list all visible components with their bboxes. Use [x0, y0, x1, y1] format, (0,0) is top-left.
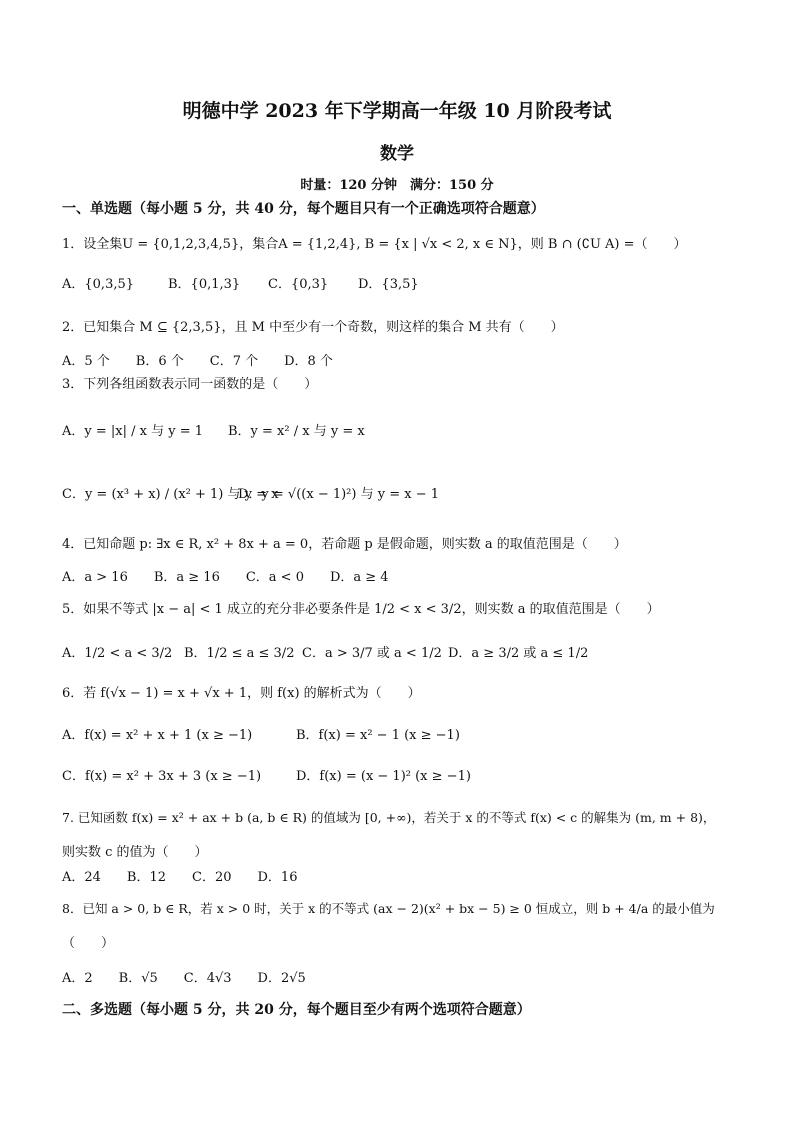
question-5-option-b: B．1/2 ≤ a ≤ 3/2 — [184, 646, 295, 661]
question-4-stem: 4．已知命题 p: ∃x ∈ R, x² + 8x + a = 0，若命题 p 是假命题，则实数 a 的取值范围是（ ） — [62, 537, 627, 552]
subject-title: 数学 — [380, 144, 414, 164]
question-8-stem-line-2: （ ） — [62, 936, 115, 951]
question-6-stem: 6．若 f(√x − 1) = x + √x + 1，则 f(x) 的解析式为（ ） — [62, 686, 421, 701]
exam-title: 明德中学 2023 年下学期高一年级 10 月阶段考试 — [182, 100, 612, 122]
question-8-stem-line-1: 8．已知 a > 0, b ∈ R，若 x > 0 时，关于 x 的不等式 (ax − 2)(x² + bx − 5) ≥ 0 恒成立，则 b + 4/a 的最小值为 — [62, 901, 715, 916]
question-2-options: A．5 个 B．6 个 C．7 个 D．8 个 — [62, 354, 333, 369]
question-5-stem: 5．如果不等式 |x − a| < 1 成立的充分非必要条件是 1/2 < x < 3/2，则实数 a 的取值范围是（ ） — [62, 602, 660, 617]
question-1-option-b: B．{0,1,3} — [168, 277, 241, 292]
question-4-options: A．a > 16 B．a ≥ 16 C．a < 0 D．a ≥ 4 — [62, 570, 389, 585]
question-5-option-a: A．1/2 < a < 3/2 — [62, 646, 173, 661]
question-3-option-c: C．y = (x³ + x) / (x² + 1) 与 y = x — [62, 487, 279, 502]
question-1-option-a: A．{0,3,5} — [62, 277, 135, 292]
question-5-option-d: D．a ≥ 3/2 或 a ≤ 1/2 — [448, 646, 589, 661]
question-5-option-c: C．a > 3/7 或 a < 1/2 — [302, 646, 442, 661]
question-6-option-b: B．f(x) = x² − 1 (x ≥ −1) — [296, 728, 460, 743]
question-1-option-d: D．{3,5} — [358, 277, 419, 292]
exam-meta: 时量：120 分钟 满分：150 分 — [300, 178, 494, 193]
question-1-option-c: C．{0,3} — [268, 277, 329, 292]
question-7-stem-line-2: 则实数 c 的值为（ ） — [62, 845, 208, 860]
question-6-option-a: A．f(x) = x² + x + 1 (x ≥ −1) — [62, 728, 253, 743]
question-2-stem: 2．已知集合 M ⊆ {2,3,5}，且 M 中至少有一个奇数，则这样的集合 M 共有（ ） — [62, 320, 564, 335]
question-7-options: A．24 B．12 C．20 D．16 — [62, 870, 298, 885]
question-3-stem: 3．下列各组函数表示同一函数的是（ ） — [62, 377, 318, 392]
question-6-option-c: C．f(x) = x² + 3x + 3 (x ≥ −1) — [62, 769, 262, 784]
question-3-option-d: D．y = √((x − 1)²) 与 y = x − 1 — [238, 487, 439, 502]
question-8-options: A．2 B．√5 C．4√3 D．2√5 — [62, 971, 306, 986]
section-multiple-choice: 二、多选题（每小题 5 分，共 20 分，每个题目至少有两个选项符合题意） — [62, 1002, 531, 1018]
question-3-option-a: A．y = |x| / x 与 y = 1 — [62, 424, 203, 439]
section-single-choice: 一、单选题（每小题 5 分，共 40 分，每个题目只有一个正确选项符合题意） — [62, 201, 545, 217]
question-3-option-b: B．y = x² / x 与 y = x — [228, 424, 365, 439]
question-1-stem: 1．设全集U = {0,1,2,3,4,5}，集合A = {1,2,4}, B = {x | √x < 2, x ∈ N}，则 B ∩ (∁U A) =（ ） — [62, 237, 687, 252]
question-6-option-d: D．f(x) = (x − 1)² (x ≥ −1) — [296, 769, 471, 784]
question-7-stem-line-1: 7. 已知函数 f(x) = x² + ax + b (a, b ∈ R) 的值域为 [0, +∞)，若关于 x 的不等式 f(x) < c 的解集为 (m, m + 8)， — [62, 810, 716, 825]
